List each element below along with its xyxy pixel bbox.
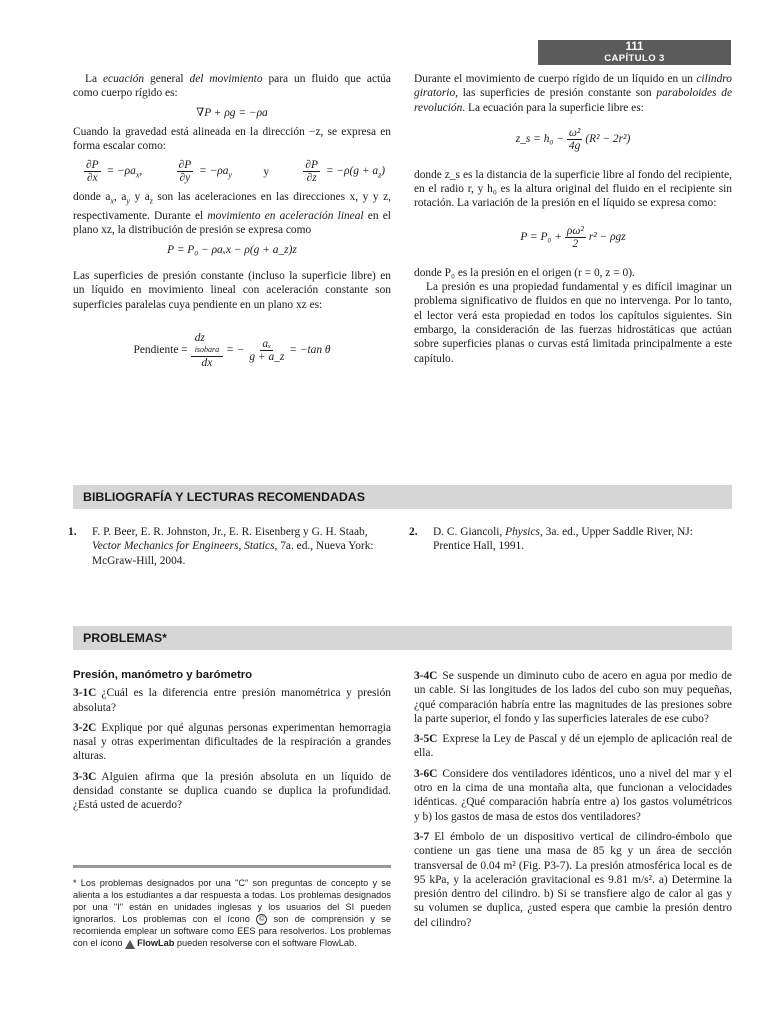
ees-icon: © [256, 914, 267, 925]
flowlab-logo-text: FlowLab [137, 938, 175, 949]
equation-motion: ∇P + ρg = −ρa [196, 106, 268, 119]
right-paragraph-1: Durante el movimiento de cuerpo rígido de un líquido en un cilindro giratorio, las superficies de presión constante son paraboloides de revolución. La ecuación para la superficie libre es: [414, 73, 732, 114]
right-paragraph-4: La presión es una propiedad fundamental y es difícil imaginar un problema significativo de fluidos en que no intervenga. Por lo tanto, el lector verá esta propiedad en todos los capítulos siguientes. Sin embargo, la consideración de las fuerzas hidrostáticas que actúan sobre superficies planas o curvas está limitada principalmente a este capítulo. [414, 281, 732, 365]
problems-left [73, 668, 391, 819]
problem-3-2C: 3-2C Explique por qué algunas personas experimentan hemorragia nasal y otras experimentan dificultades de la respiración a grandes alturas. [73, 721, 391, 763]
equation-scalar: $\frac{\partial P}{\partial x}$ = $-\rho a_x$, $\frac{\partial P}{\partial y}$ = $-\rho a_y$ y $\frac{\partial P}{\partial z}$ = $-\rho(g + a_z)$ [86, 159, 385, 185]
problem-3-5C: 3-5C Exprese la Ley de Pascal y dé un ejemplo de aplicación real de ella. [414, 733, 732, 760]
right-paragraph-2: donde z_s es la distancia de la superficie libre al fondo del recipiente, en el radio r, y h₀ es la altura original del fluido en el recipiente sin rotación. La variación de la presión en el líquido se expresa como: [414, 168, 732, 210]
equation-pressure-linear: P = P₀ − ρaₓx − ρ(g + a_z)z [167, 243, 297, 256]
problem-3-7: 3-7 El émbolo de un dispositivo vertical de cilindro-émbolo que contiene un gas tiene una masa de 85 kg y un área de sección transversal de 0.04 m² (Fig. P3-7). La presión atmosférica local es de 95 kPa, y la aceleración gravitacional es 9.81 m/s². a) Determine la presión dentro del cilindro. b) Si se transfiere algo de calor al gas y su volumen se duplica, ¿usted espera que cambie la presión dentro del cilindro? [414, 830, 732, 929]
flowlab-icon [125, 940, 135, 949]
problems-right [414, 669, 732, 936]
equation-free-surface: z_s = h₀ − $\frac{\text{ω²}}{4g}$ (R² − 2r²) [515, 126, 631, 152]
left-paragraph-1: La ecuación general del movimiento para un fluido que actúa como cuerpo rígido es: [73, 73, 391, 100]
chapter-label: CAPÍTULO 3 [604, 53, 665, 64]
page-header-box [538, 40, 731, 65]
equation-slope: Pendiente = dz isobara dx = − $\frac{\text{aₓ}}{g + a\_z}$ = −tan θ [133, 331, 331, 369]
left-column [73, 72, 391, 375]
bibliography-ref-2: 2. D. C. Giancoli, Physics, 3a. ed., Upper Saddle River, NJ: Prentice Hall, 1991. [409, 526, 693, 553]
problem-3-1C: 3-1C ¿Cuál es la diferencia entre presión manométrica y presión absoluta? [73, 687, 391, 714]
right-paragraph-3: donde P₀ es la presión en el origen (r = 0, z = 0). [414, 266, 635, 279]
left-paragraph-2: Cuando la gravedad está alineada en la dirección −z, se expresa en forma escalar como: [73, 125, 391, 153]
bibliography-heading: BIBLIOGRAFÍA Y LECTURAS RECOMENDADAS [73, 485, 732, 509]
bibliography-ref-1: 1. F. P. Beer, E. R. Johnston, Jr., E. R. Eisenberg y G. H. Staab, Vector Mechanics for Engineers, Statics, 7a. ed., Nueva York: McGraw-Hill, 2004. [68, 526, 374, 567]
page-number: 111 [625, 41, 644, 53]
right-column [414, 72, 732, 366]
problem-3-3C: 3-3C Alguien afirma que la presión absoluta en un líquido de densidad constante se duplica cuando se duplica la profundidad. ¿Está usted de acuerdo? [73, 770, 391, 812]
left-paragraph-3: donde $a_x$, $a_y$ y $a_z$ son las aceleraciones en las direcciones x, y y z, respectivamente. Durante el movimiento en aceleración lineal en el plano xz, la distribución de presión se expresa como [73, 191, 391, 237]
problems-heading: PROBLEMAS* [73, 626, 732, 650]
equation-pressure-rotation: P = P₀ + $\frac{\text{ρω²}}{2}$ r² − ρgz [520, 224, 626, 250]
problem-3-6C: 3-6C Considere dos ventiladores idénticos, uno a nivel del mar y el otro en la cima de una montaña alta, que funcionan a velocidades idénticas. ¿Qué comparación habría entre a) los gastos volumétricos y b) los gastos de masa de estos dos ventiladores? [414, 767, 732, 823]
footnote: * Los problemas designados por una "C" son preguntas de concepto y se alienta a los estudiantes a dar respuesta a todas. Los problemas designados por una "I" están en unidades inglesas y los usuarios del SI pueden ignorarlos. Los problemas con el ícono © son de comprensión y se recomienda emplear un software como EES para resolverlos. Los problemas con el ícono FlowLab pueden resolverse con el software FlowLab. [73, 878, 391, 949]
problem-3-4C: 3-4C Se suspende un diminuto cubo de acero en agua por medio de un cable. Si las longitudes de los lados del cubo son muy pequeñas, ¿qué comparación habría entre las magnitudes de las presiones sobre la parte superior, el fondo y las superficies laterales de ese cubo? [414, 670, 732, 725]
left-paragraph-4: Las superficies de presión constante (incluso la superficie libre) en un líquido en movimiento lineal con aceleración constante son superficies paralelas cuya pendiente en un plano xz es: [73, 269, 391, 311]
footnote-rule [73, 865, 391, 868]
problems-subheading: Presión, manómetro y barómetro [73, 669, 253, 681]
